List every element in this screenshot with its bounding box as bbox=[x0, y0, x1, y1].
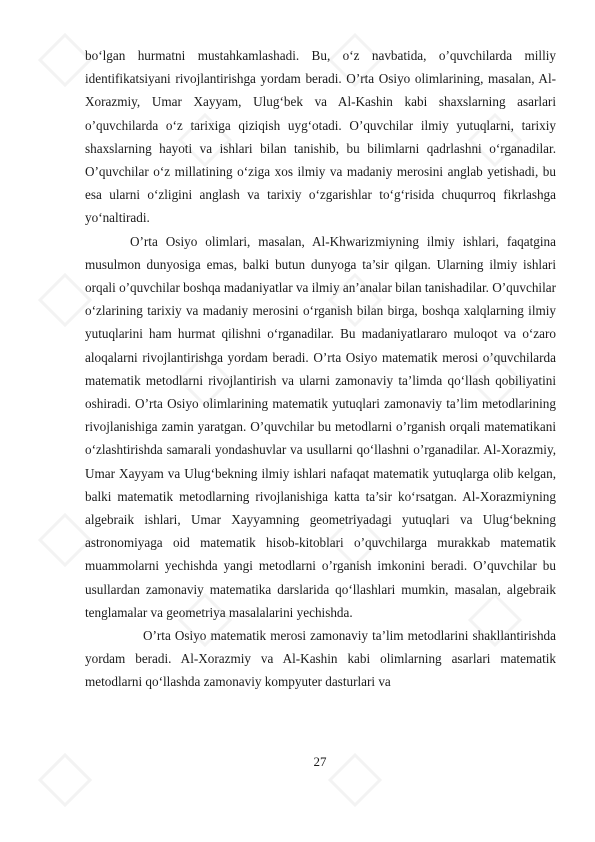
page-number: 27 bbox=[313, 754, 327, 769]
paragraph-continuation: bo‘lgan hurmatni mustahkamlashadi. Bu, o‘z navbatida, o’quvchilarda milliy identifikatsiyani rivojlantirishga yordam beradi. O’rta Osiyo olimlarining, masalan, Al-Xorazmiy, Umar Xayyam, Ulug‘bek va Al-Kashin kabi shaxslarning asarlari o’quvchilarda o‘z tarixiga qiziqish uyg‘otadi. O’quvchilar ilmiy yutuqlarni, tarixiy shaxslarning hayoti va ishlari bilan tanishib, bu bilimlarni qadrlashni o‘rganadilar. O’quvchilar o‘z millatining o‘ziga xos ilmiy va madaniy merosini anglab yetishadi, bu esa ularni o‘zligini anglash va tarixiy o‘zgarishlar to‘g‘risida chuqurroq fikrlashga yo‘naltiradi. bbox=[85, 48, 556, 226]
document-body bbox=[85, 44, 556, 694]
paragraph-central-asian-scholars: O’rta Osiyo olimlari, masalan, Al-Khwarizmiyning ilmiy ishlari, faqatgina musulmon dunyosiga emas, balki butun dunyoga ta’sir qilgan. Ularning ilmiy ishlari orqali o’quvchilar boshqa madaniyatlar va ilmiy an’analar bilan tanishadilar. O’quvchilar o‘zlarining tarixiy va madaniy merosini o‘rganish bilan birga, boshqa xalqlarning ilmiy yutuqlarini ham hurmat qilishni o‘rganadilar. Bu madaniyatlararo muloqot va o‘zaro aloqalarni rivojlantirishga yordam beradi. O’rta Osiyo matematik merosi o’quvchilarda matematik metodlarni rivojlantirish va ularni zamonaviy ta’limda qo‘llash qobiliyatini oshiradi. O’rta Osiyo olimlarining matematik yutuqlari zamonaviy ta’lim metodlarining rivojlanishiga zamin yaratgan. O’quvchilar bu metodlarni o’rganish orqali matematikani o‘zlashtirishda samarali yondashuvlar va usullarni qo‘llashni o’rganadilar. Al-Xorazmiy, Umar Xayyam va Ulug‘bekning ilmiy ishlari nafaqat matematik yutuqlarga olib kelgan, balki matematik metodlarning rivojlanishiga katta ta’sir ko‘rsatgan. Al-Xorazmiyning algebraik ishlari, Umar Xayyamning geometriyadagi yutuqlari va Ulug‘bekning astronomiyaga oid matematik hisob-kitoblari o’quvchilarga murakkab matematik muammolarni yechishda yangi metodlarni o’rganish imkonini beradi. O’quvchilar bu usullardan zamonaviy matematika darslarida qo‘llashlari mumkin, masalan, algebraik tenglamalar va geometriya masalalarini yechishda. bbox=[85, 233, 556, 620]
paragraph-mathematical-heritage: O’rta Osiyo matematik merosi zamonaviy ta’lim metodlarini shakllantirishda yordam beradi. Al-Xorazmiy va Al-Kashin kabi olimlarning asarlari matematik metodlarni qo‘llashda zamonaviy kompyuter dasturlari va bbox=[85, 628, 556, 690]
